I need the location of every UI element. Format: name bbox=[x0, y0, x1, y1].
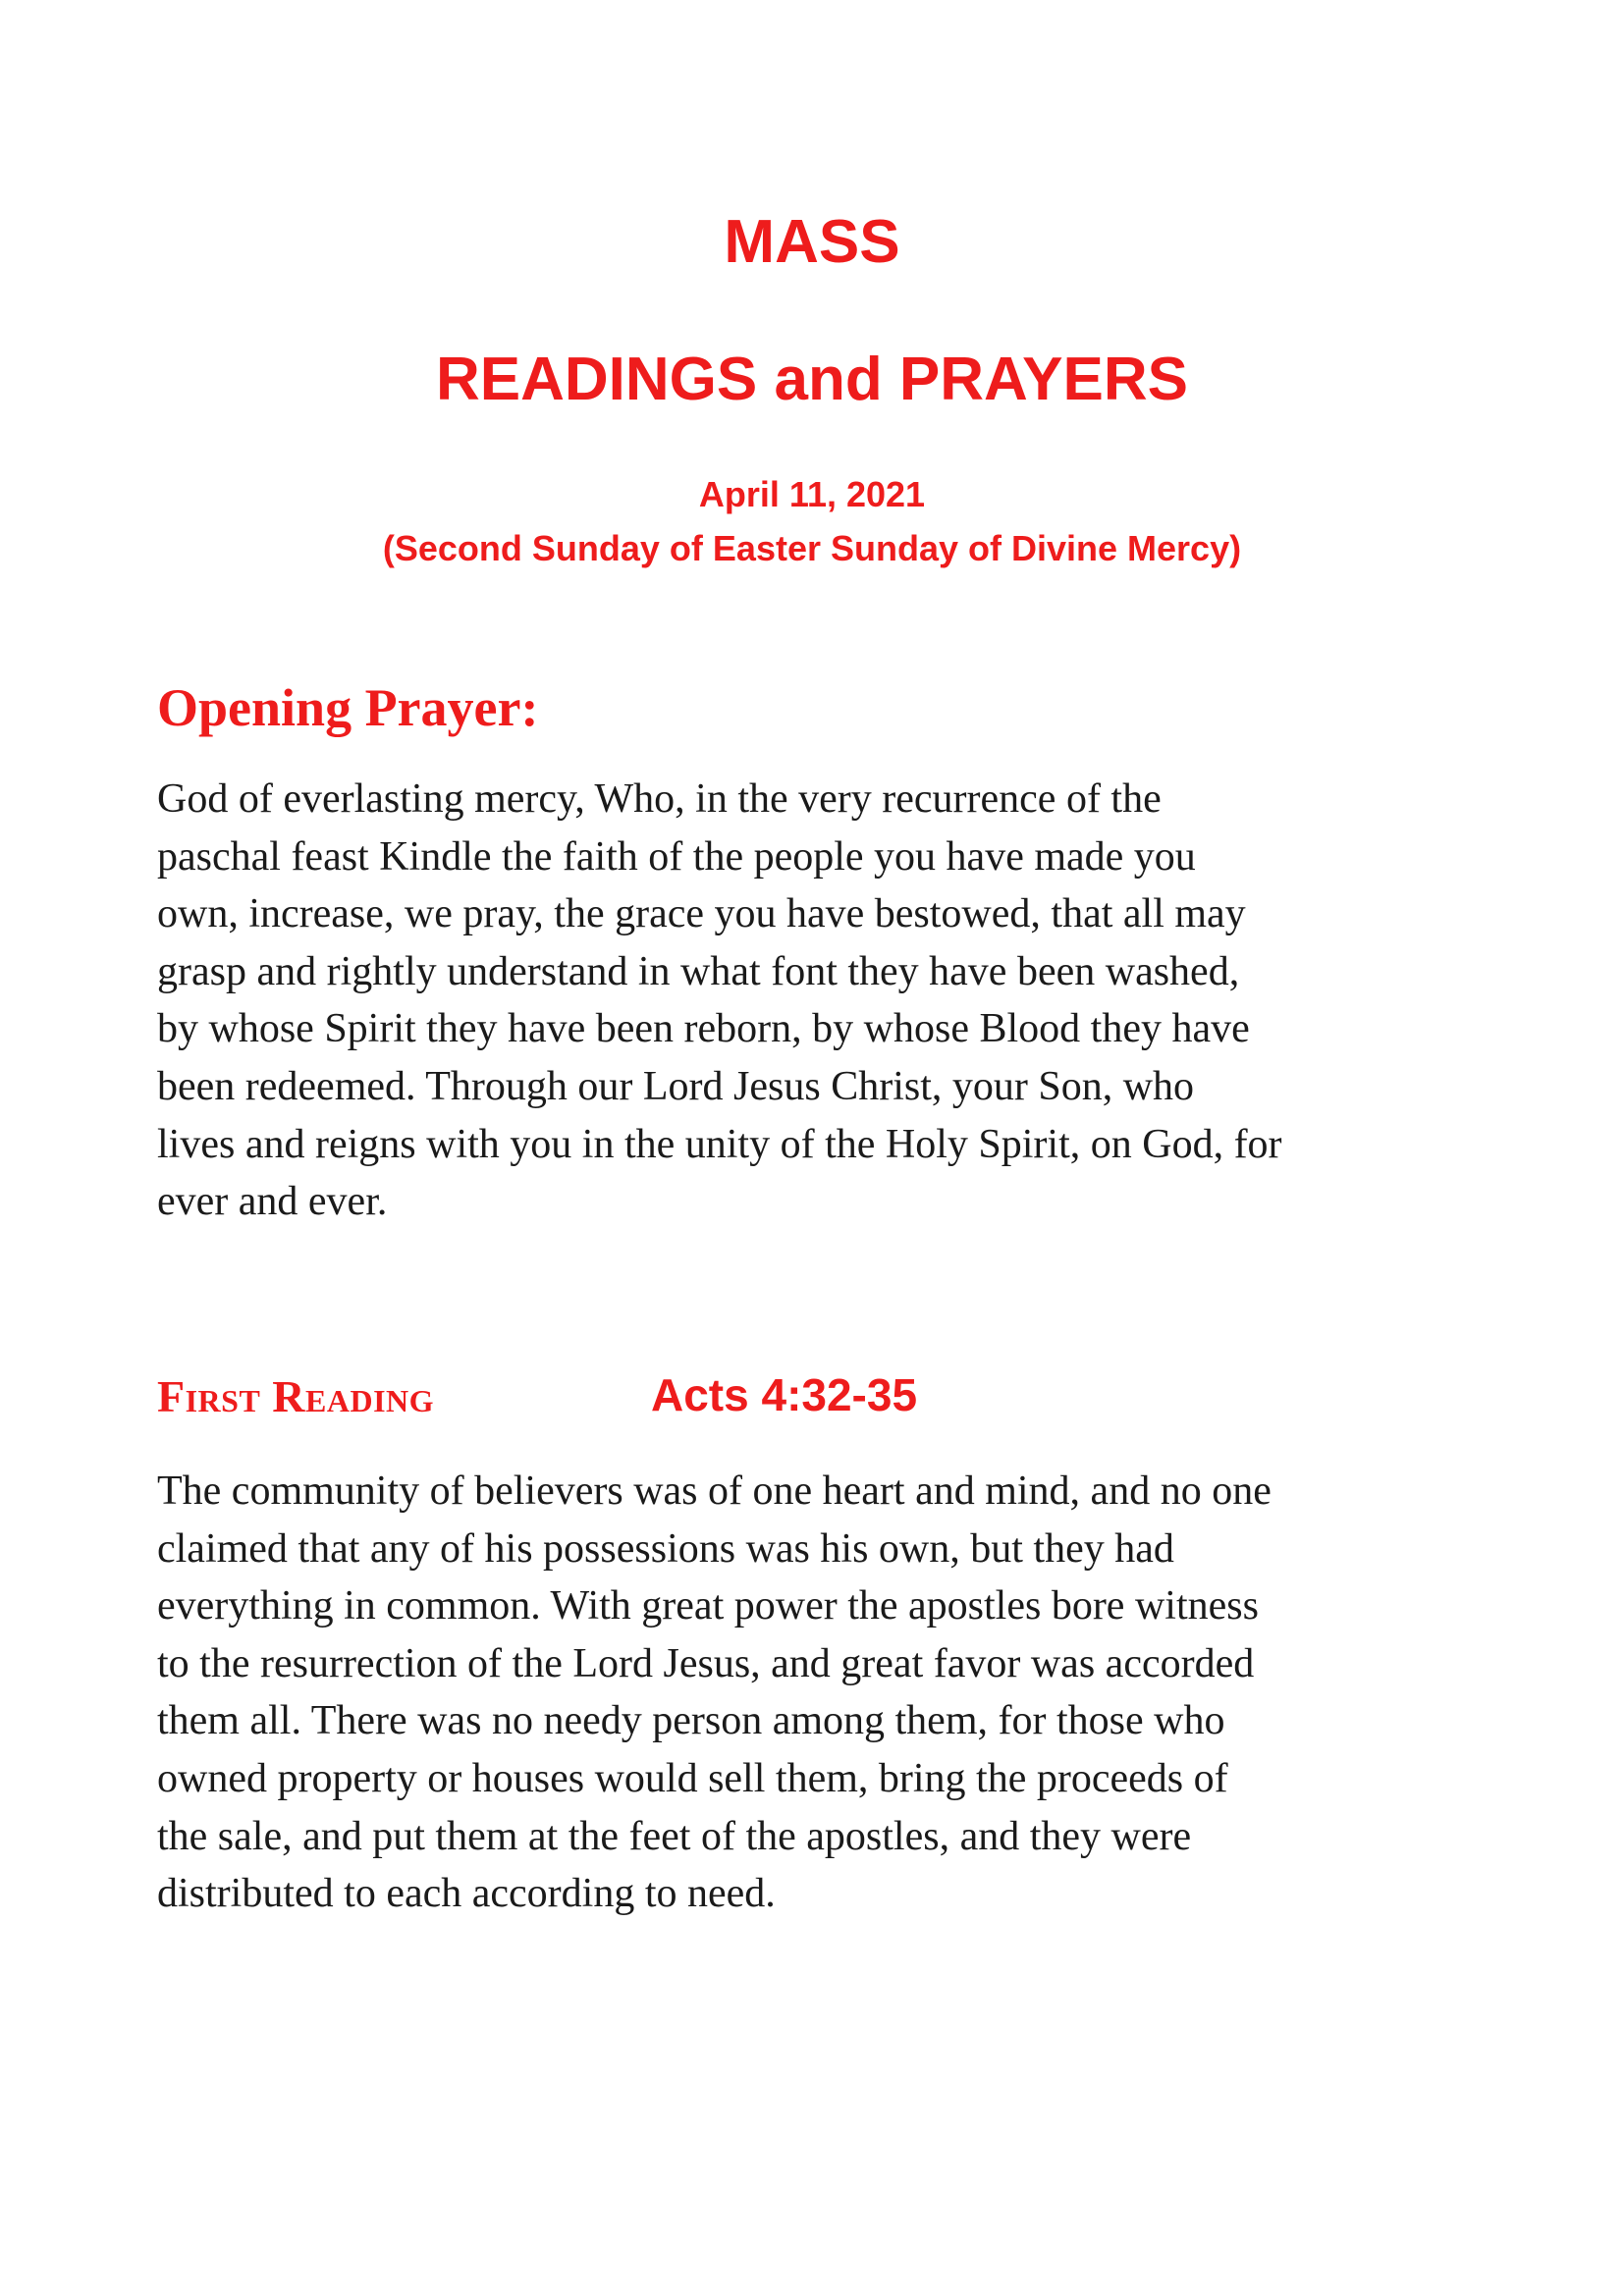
first-reading-line: distributed to each according to need. bbox=[157, 1871, 776, 1917]
occasion-line: (Second Sunday of Easter Sunday of Divine Mercy) bbox=[382, 528, 1242, 568]
first-reading-line: everything in common. With great power the apostles bore witness bbox=[157, 1583, 1259, 1629]
first-reading-line: to the resurrection of the Lord Jesus, and great favor was accorded bbox=[157, 1640, 1255, 1686]
opening-prayer-line: been redeemed. Through our Lord Jesus Christ, your Son, who bbox=[157, 1063, 1195, 1109]
first-reading-line: owned property or houses would sell them, bring the proceeds of bbox=[157, 1755, 1228, 1801]
first-reading-line: The community of believers was of one heart and mind, and no one bbox=[157, 1468, 1272, 1514]
opening-prayer-line: ever and ever. bbox=[157, 1179, 388, 1225]
first-reading-reference: Acts 4:32-35 bbox=[651, 1369, 918, 1420]
opening-prayer-line: God of everlasting mercy, Who, in the very recurrence of the bbox=[157, 776, 1162, 822]
title-readings-and-prayers: READINGS and PRAYERS bbox=[436, 346, 1188, 413]
first-reading-line: claimed that any of his possessions was his own, but they had bbox=[157, 1525, 1174, 1572]
opening-prayer-line: by whose Spirit they have been reborn, by whose Blood they have bbox=[157, 1006, 1250, 1052]
first-reading-text bbox=[157, 1463, 1473, 1923]
first-reading-heading: First Reading bbox=[157, 1371, 435, 1421]
date-line: April 11, 2021 bbox=[698, 474, 926, 514]
opening-prayer-text bbox=[157, 771, 1473, 1231]
opening-prayer-line: grasp and rightly understand in what font they have been washed, bbox=[157, 948, 1240, 994]
title-mass: MASS bbox=[724, 208, 900, 276]
first-reading-line: the sale, and put them at the feet of the apostles, and they were bbox=[157, 1813, 1192, 1859]
opening-prayer-heading: Opening Prayer: bbox=[157, 678, 539, 737]
opening-prayer-line: paschal feast Kindle the faith of the people you have made you bbox=[157, 833, 1196, 880]
opening-prayer-line: own, increase, we pray, the grace you have bestowed, that all may bbox=[157, 891, 1246, 937]
opening-prayer-line: lives and reigns with you in the unity of the Holy Spirit, on God, for bbox=[157, 1121, 1282, 1167]
first-reading-line: them all. There was no needy person among them, for those who bbox=[157, 1698, 1225, 1744]
